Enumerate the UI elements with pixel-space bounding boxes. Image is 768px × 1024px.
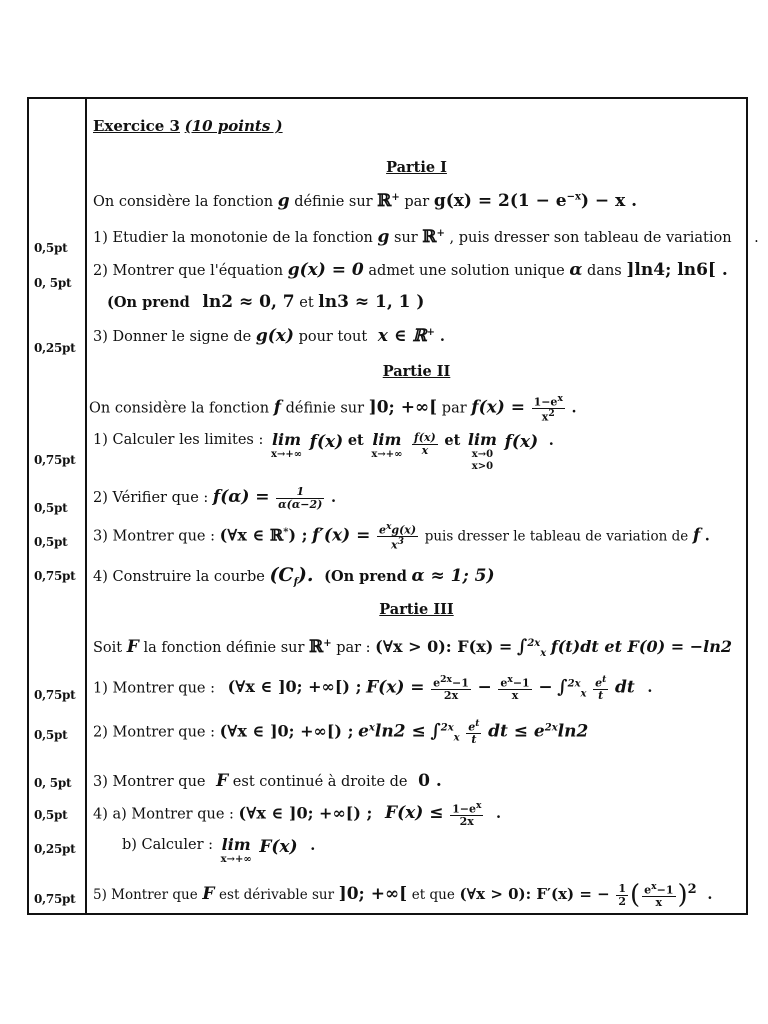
exercise-title: Exercice 3 — [93, 117, 180, 135]
p3q5-exp: 2 — [687, 882, 697, 898]
g-def-a: g(x) = 2(1 − e — [433, 191, 567, 211]
p1q1-sur: sur — [394, 230, 418, 246]
p2q3-forall: (∀x ∈ ℝ — [219, 525, 284, 545]
g-letter: g — [277, 191, 290, 211]
p2q4-note: (On prend — [324, 568, 407, 585]
lim-4-word: lim — [221, 835, 251, 854]
p3q5-den: x — [655, 895, 663, 909]
falpha-den: α(α−2) — [278, 497, 323, 511]
p1q2-dans: dans — [587, 263, 622, 279]
f-num-exp: x — [557, 393, 563, 404]
p3q1-int-up: 2x — [567, 678, 581, 690]
falpha-num: 1 — [276, 486, 324, 499]
p3q5-end: . — [707, 886, 713, 903]
fx-over-x — [412, 432, 438, 456]
p3q1-minus-1: − — [477, 677, 492, 698]
p3q5-half-d: 2 — [618, 894, 626, 908]
p1q3-x-in: x ∈ ℝ — [377, 326, 427, 346]
points-p1-q2: 0, 5pt — [34, 276, 72, 290]
p2q4-text: 4) Construire la courbe — [93, 569, 265, 585]
p3-ft: f(t)dt et F(0) = −ln2 — [550, 637, 732, 656]
p3q5-lhs: (∀x > 0): F′(x) = − — [459, 885, 610, 903]
p3q1-n1-b: −1 — [452, 676, 469, 690]
p1q2-text: 2) Montrer que l'équation — [93, 263, 284, 279]
p3q4a-end: . — [496, 805, 502, 823]
p2-intro-b: définie sur — [285, 400, 365, 417]
lim-3-sub-a: x→0 — [471, 449, 494, 460]
p1q2-et: et — [299, 295, 314, 311]
p2q2-lhs: f(α) = — [212, 487, 270, 508]
points-p2-q3: 0,5pt — [34, 535, 68, 549]
lim-2-word: lim — [372, 430, 402, 449]
p3q5-rest: est dérivable sur — [219, 887, 335, 903]
part1-intro-b: définie sur — [294, 194, 373, 210]
p3q5-half-n: 1 — [618, 881, 626, 895]
p3q1-et-exp: t — [602, 674, 607, 685]
p2q4-cf-end: ). — [297, 564, 314, 586]
fx-over-x-den: x — [421, 443, 429, 457]
p2q3-star: * — [283, 526, 289, 538]
p3q4a-lhs: F(x) ≤ — [385, 803, 444, 824]
part2-q4 — [93, 564, 740, 588]
p3q4a-num-exp: x — [475, 800, 482, 811]
points-p1-q1: 0,5pt — [34, 241, 68, 255]
p3q5-num-exp: x — [651, 880, 657, 892]
p2q4-alpha: α ≈ 1; 5) — [411, 566, 495, 586]
p3q3-rest: est continué à droite de — [232, 774, 408, 790]
part1-q2 — [93, 260, 740, 280]
p3q5-domain: ]0; +∞[ — [338, 884, 408, 904]
p1q3-text: 3) Donner le signe de — [93, 329, 252, 345]
part2-heading-row — [93, 363, 740, 380]
part3-heading: Partie III — [379, 601, 454, 618]
p2q3-rest: puis dresser le tableau de variation de — [424, 528, 689, 545]
p3q5-F: F — [202, 884, 215, 904]
p1q3-gx: g(x) — [255, 326, 294, 346]
p1q2-alpha: α — [569, 260, 583, 280]
p2q4-cf: (C — [269, 564, 294, 586]
f-fraction — [532, 394, 565, 423]
p2-f-lhs: f(x) = — [471, 397, 525, 418]
p3-intro-a: Soit — [93, 640, 123, 656]
points-p2-q2: 0,5pt — [34, 501, 68, 515]
p3q2-int-up: 2x — [440, 722, 454, 734]
fprime-num-e: e — [378, 523, 386, 537]
p2q1-et-1: et — [347, 432, 364, 449]
part2-heading: Partie II — [382, 363, 451, 380]
points-p3-q3: 0, 5pt — [34, 776, 72, 790]
p1q2-mid: admet une solution unique — [368, 263, 565, 279]
points-p3-q4a: 0,5pt — [34, 808, 68, 822]
f-den: x — [541, 410, 549, 424]
fx-over-x-num: f(x) — [414, 431, 436, 444]
part1-heading-row — [93, 159, 740, 176]
p3q4a-num: 1−e — [452, 802, 476, 816]
p3q5-text: 5) Montrer que — [93, 887, 198, 903]
p3q1-n2-exp: x — [507, 674, 513, 685]
p2-f: f — [273, 397, 282, 418]
part2-q1 — [93, 432, 740, 472]
p1q2-interval: ]ln4; ln6[ . — [626, 260, 728, 280]
p1q1-reals: ℝ — [422, 227, 437, 247]
p3-int-low: x — [540, 647, 547, 659]
limit-2 — [371, 432, 402, 460]
lim-3-word: lim — [467, 430, 497, 449]
p3q1-et-num: e — [595, 676, 603, 690]
p2q1-text: 1) Calculer les limites : — [93, 432, 264, 448]
p3q2-et-num: e — [468, 720, 476, 734]
p1q1-g: g — [377, 227, 390, 247]
p3q3-text: 3) Montrer que — [93, 774, 206, 790]
p1q1-dot: . — [754, 230, 759, 246]
p3q3-zero: 0 . — [418, 771, 442, 791]
p2q1-fx-3: f(x) — [504, 432, 539, 452]
points-p2-q4: 0,75pt — [34, 569, 76, 583]
p2q3-end: . — [704, 527, 710, 545]
p2q3-f: f — [692, 525, 701, 546]
part2-q2 — [93, 486, 740, 510]
p3q2-int-low: x — [453, 732, 460, 744]
p2q1-fx-1: f(x) — [309, 432, 344, 452]
exercise-frame — [27, 97, 759, 915]
p2q2-end: . — [330, 489, 337, 507]
p1q1-plus: + — [436, 228, 445, 240]
p3q4a-frac — [450, 801, 483, 828]
p3q1-lhs: F(x) = — [366, 677, 425, 698]
p3q1-forall: (∀x ∈ ]0; +∞[) ; — [227, 677, 362, 697]
p1q2-ln3: ln3 ≈ 1, 1 ) — [318, 292, 425, 312]
points-p1-q3: 0,25pt — [34, 341, 76, 355]
reals-symbol: ℝ — [377, 191, 392, 211]
p2q3-text: 3) Montrer que : — [93, 528, 215, 545]
g-def-exp: −x — [566, 191, 581, 203]
p3q1-frac2 — [498, 675, 531, 702]
p3q4b-text: b) Calculer : — [122, 837, 214, 853]
p3q1-et-frac — [593, 675, 608, 702]
exercise-points: (10 points ) — [184, 117, 283, 135]
fprime-den-exp: 3 — [397, 536, 404, 548]
p1q1-rest: , puis dresser son tableau de variation — [449, 230, 732, 246]
p2-domain: ]0; +∞[ — [368, 397, 438, 418]
p3q3-F: F — [216, 771, 229, 791]
part3-q5: 5) Montrer que F est dérivable sur ]0; +∞[ et que (∀x > 0): F′(x) = − $\frac{1}{2}$ ( $\frac{e^x-1}{x}$ )$^2$ . — [93, 880, 713, 910]
limit-4 — [221, 837, 252, 865]
p3q1-d1: 2x — [443, 689, 459, 703]
points-p3-q5: 0,75pt — [34, 892, 76, 906]
part3-q1 — [93, 675, 740, 702]
p3q2-et-den: t — [471, 733, 477, 747]
p2q4-cf-sub: f — [293, 576, 298, 588]
part1-heading: Partie I — [386, 159, 447, 176]
part3-q2 — [93, 719, 740, 746]
part1-q1 — [93, 227, 759, 247]
points-p2-q1: 0,75pt — [34, 453, 76, 467]
p3-par: par : — [336, 640, 371, 656]
g-def-end: ) − x . — [580, 191, 638, 211]
part1-q3 — [93, 326, 740, 346]
limit-1 — [271, 432, 302, 460]
p3q1-dt: dt — [614, 677, 635, 698]
par-word: par — [404, 194, 430, 210]
p3q2-et-exp: t — [475, 718, 480, 729]
lim-3-sub-b: x>0 — [471, 461, 494, 472]
f-num: 1−e — [533, 395, 558, 409]
exercise-header — [93, 117, 740, 135]
p2q3-lhs: f′(x) = — [312, 525, 371, 546]
p2-intro-a: On considère la fonction — [89, 400, 270, 417]
p2q1-end: . — [548, 432, 554, 449]
p1q3-plus: + — [426, 327, 435, 339]
fprime-num-g: g(x) — [391, 523, 417, 537]
p3q2-end: ln2 — [557, 721, 589, 742]
p1q3-end: . — [434, 328, 445, 345]
fprime-num-exp: x — [385, 521, 392, 532]
p3q1-n1-exp: 2x — [440, 674, 453, 685]
f-den-exp: 2 — [548, 408, 555, 420]
p1q2-note-open: (On prend — [107, 294, 190, 311]
p3q5-num: e — [644, 883, 652, 897]
p3-def: (∀x > 0): F(x) = — [375, 637, 513, 656]
p3q1-et-den: t — [598, 689, 604, 703]
p3q5-frac — [642, 882, 675, 909]
p3q2-text: 2) Montrer que : — [93, 724, 215, 741]
fprime-fraction — [377, 522, 418, 551]
p3q4b-end: . — [310, 837, 316, 854]
limit-3 — [468, 432, 497, 472]
points-p3-q1: 0,75pt — [34, 688, 76, 702]
lim-1-sub: x→+∞ — [270, 449, 303, 460]
p1q3-pour: pour tout — [298, 329, 368, 345]
points-p3-q2: 0,5pt — [34, 728, 68, 742]
part3-q4a — [93, 801, 740, 828]
p3q4a-text: 4) a) Montrer que : — [93, 806, 234, 823]
part1-intro — [93, 191, 740, 211]
p3-reals: ℝ — [309, 637, 324, 657]
p3q2-rhs-exp: 2x — [544, 722, 558, 734]
p3-integral-sign: ∫ — [516, 636, 528, 657]
p3-intro-b: la fonction définie sur — [143, 640, 305, 656]
part2-q3 — [93, 522, 740, 551]
p3q2-lhs-exp: x — [368, 722, 375, 734]
p3q1-int-low: x — [580, 688, 587, 700]
part3-intro — [93, 636, 740, 659]
falpha-fraction — [276, 486, 324, 510]
part2-intro — [89, 394, 740, 423]
p3q5-etque: et que — [411, 887, 455, 903]
part1-intro-a: On considère la fonction — [93, 194, 274, 210]
p1q2-ln2: ln2 ≈ 0, 7 — [202, 292, 295, 312]
p3q2-et-frac — [466, 719, 481, 746]
p3q5-half — [616, 883, 628, 907]
p3-plus: + — [323, 638, 332, 650]
p3q2-int: ∫ — [430, 720, 441, 742]
p3q1-text: 1) Montrer que : — [93, 680, 215, 697]
p2q2-text: 2) Vérifier que : — [93, 490, 209, 507]
p3q2-dt: dt ≤ e — [488, 721, 545, 742]
p3q1-frac1 — [431, 675, 471, 702]
p1q1-text: 1) Etudier la monotonie de la fonction — [93, 230, 373, 246]
p3q2-lhs: e — [358, 721, 369, 742]
g-definition — [434, 191, 637, 211]
lim-1-word: lim — [271, 430, 302, 449]
p3q2-lhs-b: ln2 ≤ — [374, 721, 426, 742]
p3q2-forall: (∀x ∈ ]0; +∞[) ; — [219, 721, 354, 741]
p3q1-end: . — [647, 679, 653, 697]
p3q1-int: ∫ — [557, 676, 568, 698]
p3-F: F — [126, 637, 139, 657]
p3q1-n1: e — [433, 676, 441, 690]
fprime-den: x — [391, 538, 398, 552]
p1q2-eq: g(x) = 0 — [287, 260, 364, 280]
p3q1-n2: e — [500, 676, 508, 690]
lim-2-sub: x→+∞ — [371, 449, 403, 460]
lim-4-sub: x→+∞ — [220, 854, 252, 865]
p2-intro-dot: . — [571, 399, 577, 417]
points-p3-q4b: 0,25pt — [34, 842, 76, 856]
p3-int-up: 2x — [527, 638, 541, 650]
p2-par: par — [441, 400, 467, 417]
part3-heading-row — [93, 601, 740, 618]
part3-q4b — [122, 837, 740, 865]
plus-sup: + — [391, 192, 400, 204]
p3q1-d2: x — [511, 689, 519, 703]
p3q1-minus-2: − — [538, 677, 553, 698]
p2q1-et-2: et — [444, 432, 461, 449]
p3q4a-den: 2x — [459, 815, 474, 829]
p3q4a-forall: (∀x ∈ ]0; +∞[) ; — [238, 803, 373, 823]
part1-q2-note — [107, 292, 740, 312]
p3q1-n2-b: −1 — [512, 676, 530, 690]
part3-q3 — [93, 771, 740, 791]
p2q3-close: ) ; — [288, 525, 308, 545]
p3q4b-fx: F(x) — [259, 837, 298, 857]
p3q5-num-b: −1 — [656, 883, 674, 897]
